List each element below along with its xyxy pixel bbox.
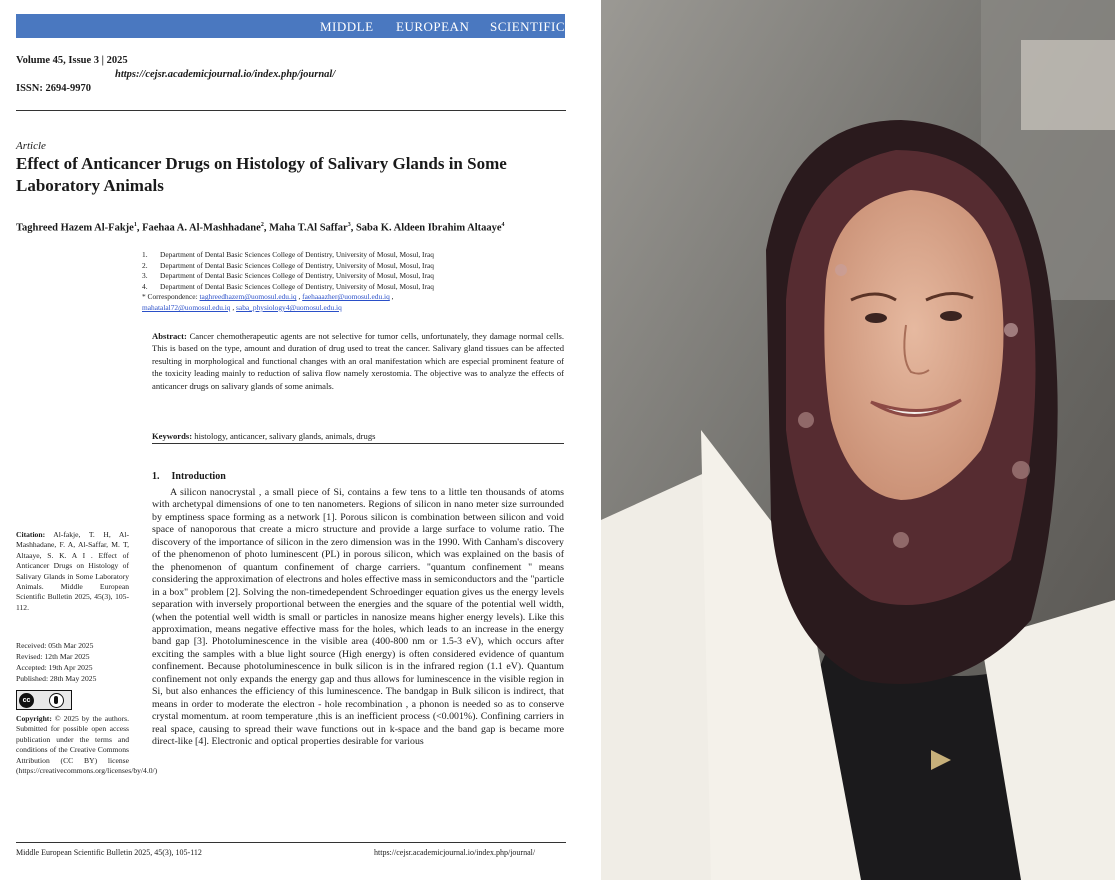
banner-word: MIDDLE <box>320 19 374 34</box>
citation-text: Al-fakje, T. H, Al-Mashhadane, F. A, Al-Saffar, M. T, Altaaye, S. K. A I . Effect of Anticancer Drugs on Histology of Salivary Glands in Some Laboratory Animals. Middle European Scientific Bulletin 2025, 45(3), 105-112. <box>16 530 129 612</box>
affiliation-text: Department of Dental Basic Sciences College of Dentistry, University of Mosul, Mosul, Iraq <box>160 250 434 259</box>
footer-divider <box>16 842 566 843</box>
date-revised: Revised: 12th Mar 2025 <box>16 652 90 661</box>
correspondence-label: * Correspondence: <box>142 292 198 302</box>
email-link[interactable]: faehaaazher@uomosul.edu.iq <box>302 292 390 302</box>
author-superscript: 4 <box>501 222 505 228</box>
author-superscript: 3 <box>347 222 351 228</box>
by-person-icon <box>49 693 64 708</box>
date-accepted: Accepted: 19th Apr 2025 <box>16 663 93 672</box>
banner-word: EUROPEAN <box>396 19 470 34</box>
volume-issue: Volume 45, Issue 3 | 2025 <box>16 55 128 66</box>
affiliation-row <box>142 261 562 272</box>
date-received: Received: 05th Mar 2025 <box>16 641 94 650</box>
email-link[interactable]: saba_physiology4@uomosul.edu.iq <box>236 302 342 312</box>
email-link[interactable]: mahatalal72@uomosul.edu.iq <box>142 302 231 312</box>
author-list: Taghreed Hazem Al-Fakje$^1$, Faehaa A. Al-Mashhadane$^2$, Maha T.Al Saffar$^3$, Saba K. Aldeen Ibrahim Altaaye$^4$ <box>16 222 505 234</box>
affiliation-row <box>142 271 562 282</box>
author-name: Faehaa A. Al-Mashhadane <box>142 222 261 234</box>
affiliation-number: 2. <box>142 260 148 270</box>
article-type: Article <box>16 140 46 152</box>
correspondence-row: * Correspondence: taghreedhazem@uomosul.edu.iq , faehaaazher@uomosul.edu.iq , <box>142 292 394 302</box>
keywords <box>152 431 564 444</box>
section-title: Introduction <box>171 471 226 482</box>
citation-label: Citation: <box>16 530 46 539</box>
author-superscript: 2 <box>260 222 264 228</box>
copyright-text: © 2025 by the authors. Submitted for possible open access publication under the terms and conditions of the Creative Commons Attribution (CC BY) license (https://creativecommons.org/licenses/by/4.0/) <box>16 714 158 776</box>
copyright-label: Copyright: <box>16 714 52 723</box>
introduction-body: A silicon nanocrystal , a small piece of Si, contains a few tens to a little ten thousands of atoms with archetypal dimensions of one to ten nanometers. Regions of silicon in nano meter size surrounded by emptiness space forming as a network [1]. Porous silicon is combination between silicon and void space of nanoporous that create a micro structure and provide a large surface to volume ratio. The discovery of the importance of silicon in the zero dimension was in the 1990. With Canham's discovery of the phenomenon of photo luminescent (PL) in porous silicon, which was explained on the basis of the phenomenon of quantum confinement of charge carriers. "quantum confinement " means considering the approximation of electrons and holes effective mass in semiconductors and the "particle in a box" problem [2]. Solving the non-timedependent Schroedinger equation gives us the energy levels separation with inversely proportional between the energies and the square of the potential well width, (when the potential well width is small or particles in nanosize means higher energy levels). Like this approximation, means negative effective mass for the holes, which leads to an increase in the energy band gap [3]. Photoluminescence in the visible area (400-800 nm or 1.5-3 eV), which occurs after exciting the samples with a blue light source (High energy) is often considered evidence of quantum confinement. Because photoluminescence in bulk silicon is in the infrared region (1.1 eV). Quantum confinement not only expands the energy gap and thus allows for luminescence in the visible region in Si, but also enhances the efficiency of this luminescence. The bandgap in Bulk silicon is indirect, that means in order to moderate the electron - hole recombination , a phonon is needed so as to conserve crystal momentum. at room temperature ,this is an inefficient process (<0.001%). Confining carriers in real space, causing to spread their wave functions out in k-space and the band gap is became more direct-like [4]. Electronic and optical properties desirable for various <box>152 487 564 748</box>
affiliation-row <box>142 282 562 293</box>
journal-url: https://cejsr.academicjournal.io/index.php/journal/ <box>115 69 336 80</box>
author-name: Taghreed Hazem Al-Fakje <box>16 222 134 234</box>
affiliation-row <box>142 250 562 261</box>
author-name: Saba K. Aldeen Ibrahim Altaaye <box>355 222 502 234</box>
abstract-text: Cancer chemotherapeutic agents are not selective for tumor cells, unfortunately, they damage normal cells. This is based on the type, amount and duration of drug used to treat the cancer. Salivary gland tissues can be affected resulting in morphological and functional changes with an oral manifestation which are especial prominent feature of the toxicity leading mainly to reduction of saliva flow namely xerostomia. The objective was to analyze the effects of anticancer drugs on salivary glands of some animals. <box>152 331 564 391</box>
section-heading <box>152 471 238 482</box>
citation-block <box>16 530 129 613</box>
journal-banner <box>16 14 565 38</box>
footer-url: https://cejsr.academicjournal.io/index.php/journal/ <box>374 848 536 857</box>
affiliation-number: 1. <box>142 250 148 259</box>
author-superscript: 1 <box>133 222 137 228</box>
abstract <box>152 330 564 392</box>
header-divider <box>16 110 566 111</box>
date-published: Published: 28th May 2025 <box>16 674 97 683</box>
author-name: Maha T.Al Saffar <box>269 222 348 234</box>
footer-citation: Middle European Scientific Bulletin 2025, 45(3), 105-112 <box>16 848 202 857</box>
keywords-text: histology, anticancer, salivary glands, animals, drugs <box>194 431 376 441</box>
affiliations <box>142 250 562 314</box>
banner-word: SCIENTIFIC <box>490 19 565 34</box>
copyright-block <box>16 714 158 776</box>
article-title: Effect of Anticancer Drugs on Histology of Salivary Glands in Some Laboratory Animals <box>16 154 507 195</box>
issn: ISSN: 2694-9970 <box>16 83 91 94</box>
article-dates <box>16 640 129 684</box>
affiliation-number: 4. <box>142 281 148 291</box>
keywords-label: Keywords: <box>152 431 193 441</box>
affiliation-text: Department of Dental Basic Sciences College of Dentistry, University of Mosul, Mosul, Iraq <box>160 281 434 291</box>
section-number: 1. <box>152 471 160 482</box>
author-portrait-photo <box>601 0 1115 880</box>
abstract-label: Abstract: <box>152 331 187 341</box>
email-link[interactable]: taghreedhazem@uomosul.edu.iq <box>199 292 297 302</box>
affiliation-number: 3. <box>142 271 148 281</box>
cc-icon: cc <box>19 693 34 708</box>
portrait-illustration <box>601 0 1115 880</box>
affiliation-text: Department of Dental Basic Sciences College of Dentistry, University of Mosul, Mosul, Iraq <box>160 260 434 270</box>
cc-by-license-badge[interactable] <box>16 690 72 710</box>
affiliation-text: Department of Dental Basic Sciences College of Dentistry, University of Mosul, Mosul, Iraq <box>160 271 434 281</box>
correspondence-row: mahatalal72@uomosul.edu.iq , saba_physiology4@uomosul.edu.iq <box>142 302 342 312</box>
